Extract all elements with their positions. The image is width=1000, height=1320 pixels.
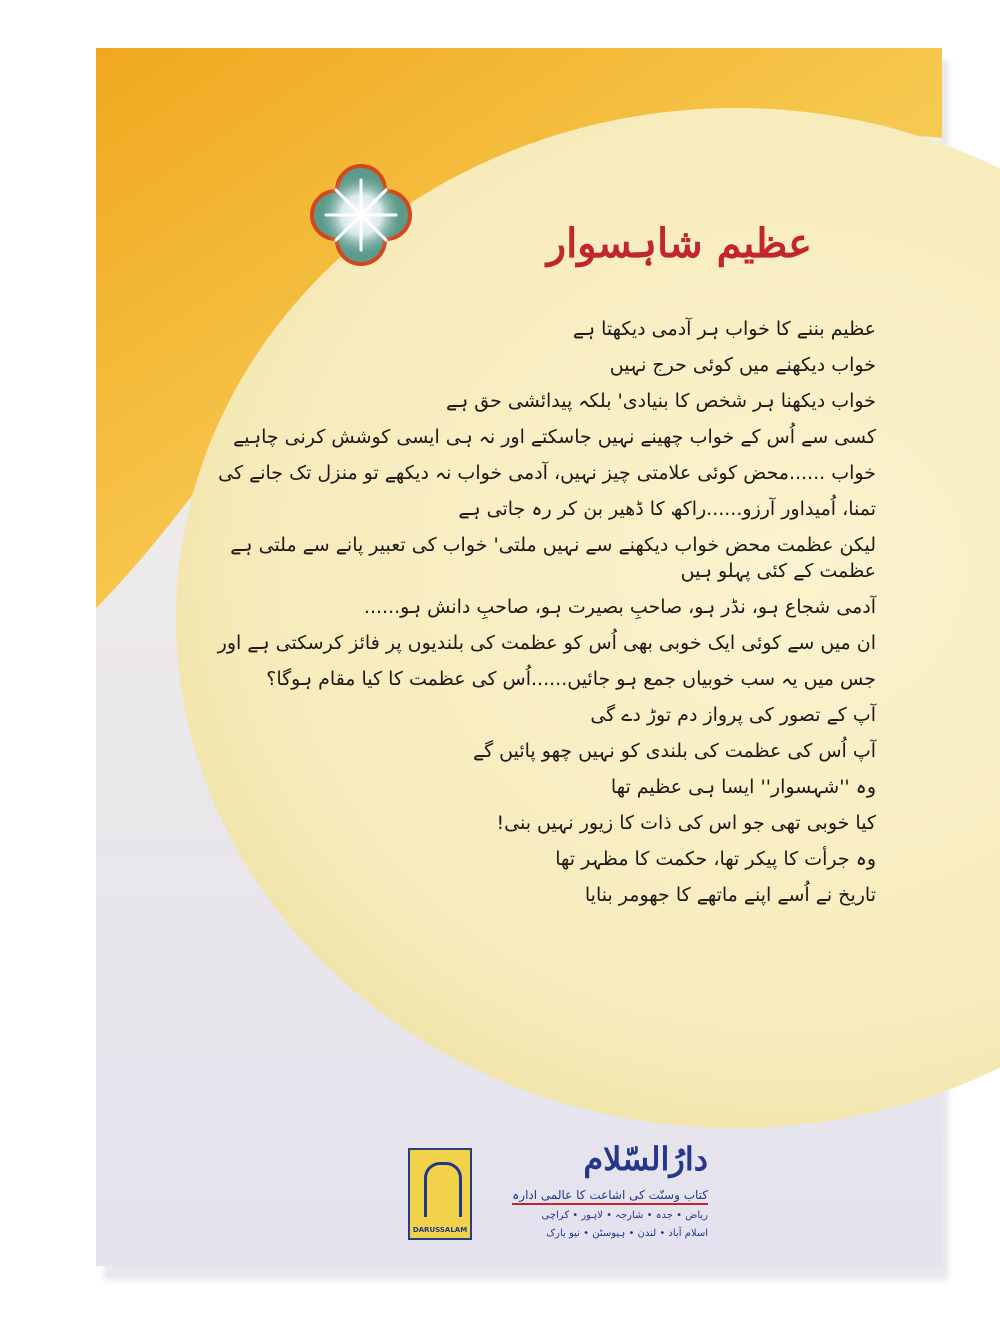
blurb-line: خواب دیکھنے میں کوئی حرج نہیں bbox=[609, 354, 876, 376]
blurb-line: وہ جرأت کا پیکر تھا، حکمت کا مظہر تھا bbox=[555, 848, 876, 870]
publisher-cities: اسلام آباد • لندن • ہیوسٹن • نیو یارک bbox=[546, 1228, 708, 1239]
blurb-line: خواب دیکھنا ہر شخص کا بنیادی' بلکہ پیدائشی حق ہے bbox=[445, 390, 876, 412]
blurb-line: وہ ''شہسوار'' ایسا ہی عظیم تھا bbox=[610, 776, 876, 798]
blurb-line: عظیم بننے کا خواب ہر آدمی دیکھتا ہے bbox=[572, 318, 876, 340]
publisher-block bbox=[408, 1140, 708, 1250]
blurb-line: خواب ......محض کوئی علامتی چیز نہیں، آدمی خواب نہ دیکھے تو منزل تک جانے کی bbox=[218, 462, 876, 484]
blurb-line: آپ اُس کی عظمت کی بلندی کو نہیں چھو پائیں گے bbox=[472, 740, 876, 762]
publisher-logo-text: DARUSSALAM bbox=[412, 1226, 468, 1234]
publisher-logo bbox=[408, 1148, 472, 1240]
book-title: عظیم شاہسوار bbox=[546, 220, 812, 267]
mosque-tower-icon bbox=[424, 1162, 462, 1217]
blurb-line: تمنا، اُمیداور آرزو......راکھ کا ڈھیر بن کر رہ جاتی ہے bbox=[458, 498, 876, 520]
book-cover bbox=[96, 48, 942, 1266]
blurb-line: لیکن عظمت محض خواب دیکھنے سے نہیں ملتی' خواب کی تعبیر پانے سے ملتی ہے bbox=[230, 534, 876, 556]
blurb-line: آپ کے تصور کی پرواز دم توڑ دے گی bbox=[590, 704, 876, 726]
publisher-cities: ریاض • جدہ • شارجہ • لاہور • کراچی bbox=[541, 1210, 708, 1221]
blurb-line: کیا خوبی تھی جو اس کی ذات کا زیور نہیں بنی! bbox=[496, 812, 876, 834]
blurb-line: کسی سے اُس کے خواب چھینے نہیں جاسکتے اور نہ ہی ایسی کوشش کرنی چاہیے bbox=[233, 426, 876, 448]
blurb-line: آدمی شجاع ہو، نڈر ہو، صاحبِ بصیرت ہو، صاحبِ دانش ہو...... bbox=[363, 596, 876, 618]
blurb-line: ان میں سے کوئی ایک خوبی بھی اُس کو عظمت کی بلندیوں پر فائز کرسکتی ہے اور bbox=[217, 632, 876, 654]
blurb-line: جس میں یہ سب خوبیاں جمع ہو جائیں......اُس کی عظمت کا کیا مقام ہوگا؟ bbox=[266, 668, 876, 690]
publisher-tagline: کتاب وسنّت کی اشاعت کا عالمی ادارہ bbox=[512, 1188, 708, 1205]
publisher-name: دارُالسّلام bbox=[583, 1140, 708, 1178]
star-quatrefoil-icon bbox=[306, 160, 416, 270]
blurb-line: عظمت کے کئی پہلو ہیں bbox=[680, 560, 876, 582]
blurb-line: تاریخ نے اُسے اپنے ماتھے کا جھومر بنایا bbox=[584, 884, 876, 906]
blurb-text bbox=[217, 316, 876, 908]
